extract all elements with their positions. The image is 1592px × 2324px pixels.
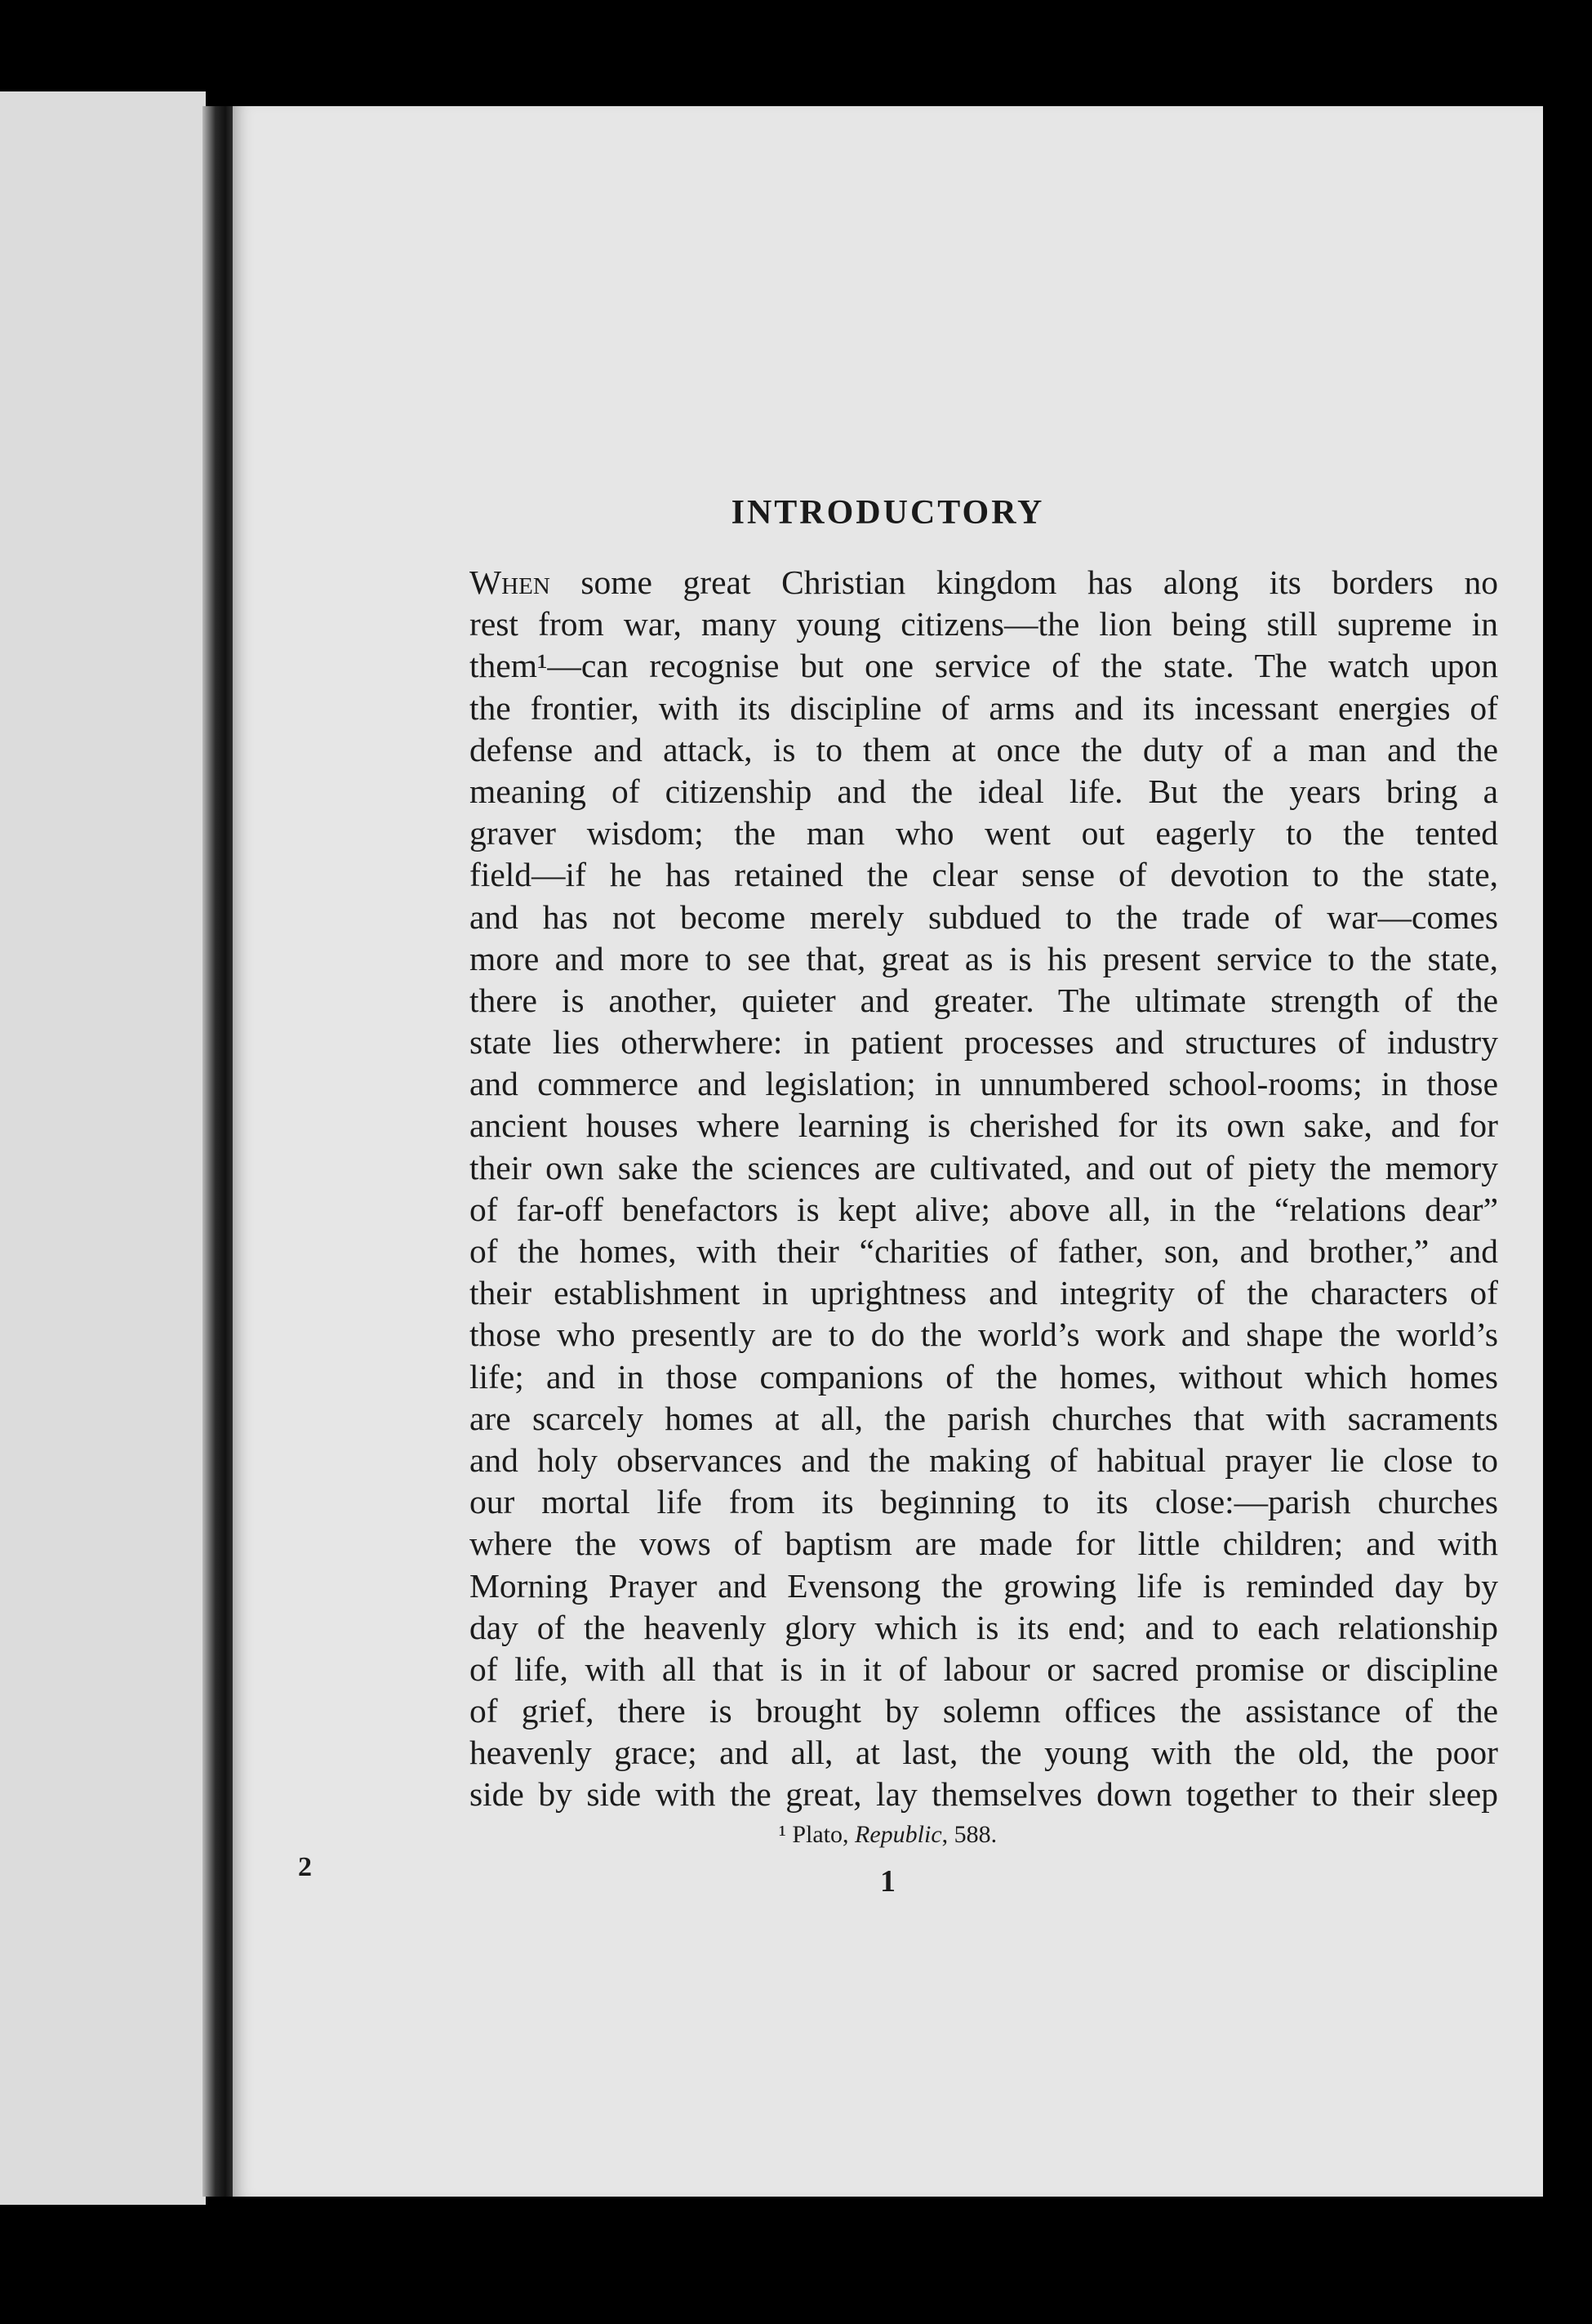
text-line: day of the heavenly glory which is its end; and to each relationship: [469, 1608, 1498, 1646]
text-line: [469, 562, 1498, 603]
footnote-marker: ¹: [778, 1821, 786, 1848]
text-line: defense and attack, is to them at once the duty of a man and the: [469, 730, 1498, 768]
text-line: those who presently are to do the world’s work and shape the world’s: [469, 1316, 1498, 1354]
text-line-content: some great Christian kingdom has along its borders no: [549, 563, 1498, 601]
text-line: our mortal life from its beginning to its close:—parish churches: [469, 1483, 1498, 1521]
text-line: of far-off benefactors is kept alive; above all, in the “relations dear”: [469, 1190, 1498, 1228]
opening-word: When: [469, 563, 550, 601]
text-line: side by side with the great, lay themselves down together to their sleep: [469, 1775, 1498, 1814]
text-line: of grief, there is brought by solemn offices the assistance of the: [469, 1692, 1498, 1730]
text-line: of life, with all that is in it of labour or sacred promise or discipline: [469, 1650, 1498, 1688]
text-line: ancient houses where learning is cherished for its own sake, and for: [469, 1106, 1498, 1145]
signature-mark: 2: [298, 1852, 312, 1882]
text-line: where the vows of baptism are made for little children; and with: [469, 1525, 1498, 1563]
text-line: field—if he has retained the clear sense of devotion to the state,: [469, 856, 1498, 894]
text-line: of the homes, with their “charities of father, son, and brother,” and: [469, 1232, 1498, 1270]
page-number: 1: [880, 1864, 896, 1899]
text-line: there is another, quieter and greater. The ultimate strength of the: [469, 981, 1498, 1019]
text-line: Morning Prayer and Evensong the growing life is reminded day by: [469, 1566, 1498, 1605]
text-line: rest from war, many young citizens—the lion being still supreme in: [469, 605, 1498, 643]
facing-page: [0, 91, 206, 2205]
text-line: and holy observances and the making of habitual prayer lie close to: [469, 1440, 1498, 1479]
text-line: and has not become merely subdued to the trade of war—comes: [469, 897, 1498, 936]
text-line: meaning of citizenship and the ideal life. But the years bring a: [469, 772, 1498, 810]
footnote-reference: , 588.: [941, 1821, 998, 1848]
text-line: state lies otherwhere: in patient processes and structures of industry: [469, 1023, 1498, 1062]
text-line: and commerce and legislation; in unnumbered school-rooms; in those: [469, 1065, 1498, 1103]
text-line: their establishment in uprightness and integrity of the characters of: [469, 1274, 1498, 1312]
chapter-title: INTRODUCTORY: [731, 494, 1045, 532]
text-line: more and more to see that, great as is his present service to the state,: [469, 939, 1498, 977]
text-line: them¹—can recognise but one service of the state. The watch upon: [469, 647, 1498, 685]
text-line: life; and in those companions of the homes, without which homes: [469, 1357, 1498, 1396]
footnote-work: Republic: [855, 1821, 942, 1848]
text-line: graver wisdom; the man who went out eagerly to the tented: [469, 814, 1498, 853]
book-page: [233, 106, 1543, 2197]
footnote: [233, 1821, 1543, 1849]
book-spine: [202, 106, 235, 2197]
text-line: their own sake the sciences are cultivated, and out of piety the memory: [469, 1148, 1498, 1186]
body-paragraph: [469, 562, 1498, 1816]
text-line: are scarcely homes at all, the parish churches that with sacraments: [469, 1399, 1498, 1437]
text-line: heavenly grace; and all, at last, the young with the old, the poor: [469, 1734, 1498, 1772]
text-line: the frontier, with its discipline of arms and its incessant energies of: [469, 688, 1498, 727]
footnote-author: Plato,: [785, 1821, 856, 1848]
